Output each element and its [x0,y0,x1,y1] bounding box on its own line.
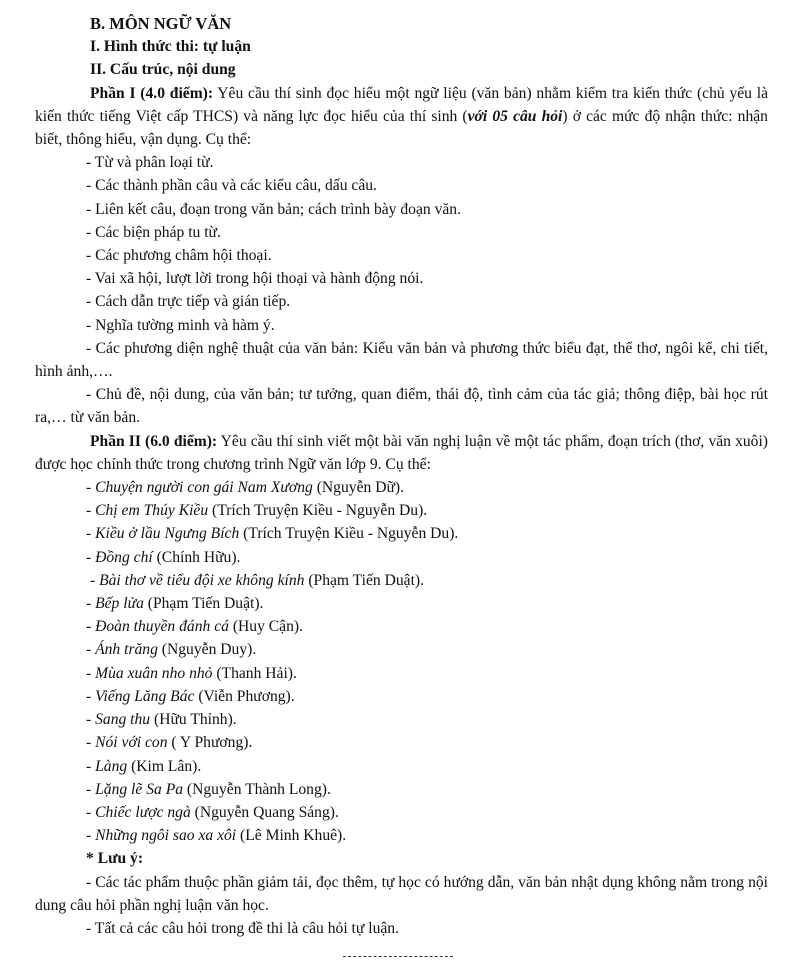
work-title: Sang thu [95,711,151,729]
work-author: (Thanh Hải). [212,664,297,682]
work-title: Đồng chí [95,548,153,566]
work-title: Đoàn thuyền đánh cá [95,618,229,636]
part1-label: Phần I (4.0 điểm): [90,84,214,102]
work-item: - Chiếc lược ngà (Nguyễn Quang Sáng). [86,803,339,821]
list-item: - Các phương châm hội thoại. [86,247,272,265]
section-heading: B. MÔN NGỮ VĂN [90,14,232,33]
list-item: - Vai xã hội, lượt lời trong hội thoại và hành động nói. [86,270,424,288]
work-title: Bài thơ về tiểu đội xe không kính [99,571,305,589]
exam-form-heading: I. Hình thức thi: tự luận [90,38,251,56]
part2-works-list [0,476,800,847]
list-item: - Cách dẫn trực tiếp và gián tiếp. [86,293,291,311]
work-item: - Chuyện người con gái Nam Xương (Nguyễn Dữ). [86,479,404,497]
work-author: (Trích Truyện Kiều - Nguyễn Du). [208,502,428,520]
work-title: Những ngôi sao xa xôi [95,827,237,845]
list-item: - Các phương diện nghệ thuật của văn bản: Kiểu văn bản và phương thức biểu đạt, thể thơ, ngôi kể, chi tiết, hình ảnh,…. [35,339,768,381]
note-item: - Tất cả các câu hỏi trong đề thi là câu hỏi tự luận. [86,919,399,937]
part2-label: Phần II (6.0 điểm): [90,432,218,450]
list-item: - Từ và phân loại từ. [86,154,214,172]
list-item: - Các thành phần câu và các kiểu câu, dấu câu. [86,177,377,195]
work-item: - Đoàn thuyền đánh cá (Huy Cận). [86,618,303,636]
work-item: - Bếp lửa (Phạm Tiến Duật). [86,595,264,613]
note-heading: * Lưu ý: [86,850,144,868]
part1-paragraph [0,82,800,152]
work-title: Viếng Lăng Bác [95,687,195,705]
list-item: - Liên kết câu, đoạn trong văn bản; cách trình bày đoạn văn. [86,200,461,218]
work-author: (Hữu Thỉnh). [150,711,237,729]
work-item: - Ánh trăng (Nguyễn Duy). [86,641,257,659]
work-title: Nói với con [95,734,168,752]
work-item: - Sang thu (Hữu Thỉnh). [86,711,237,729]
part1-emphasis: với 05 câu hỏi [467,107,563,125]
work-title: Lặng lẽ Sa Pa [95,780,184,798]
work-author: (Nguyễn Duy). [157,641,257,659]
list-item: - Chủ đề, nội dung, của văn bản; tư tưởng, quan điểm, thái độ, tình cảm của tác giả; thông điệp, bài học rút ra,… từ văn bản. [35,386,768,427]
work-title: Mùa xuân nho nhỏ [95,664,213,682]
work-author: (Phạm Tiến Duật). [304,571,425,589]
work-item: - Viếng Lăng Bác (Viễn Phương). [86,687,295,705]
structure-heading: II. Cấu trúc, nội dung [90,61,236,79]
work-author: (Viễn Phương). [194,687,295,705]
work-author: (Chính Hữu). [152,548,241,566]
list-item: - Các biện pháp tu từ. [86,223,221,241]
work-author: (Kim Lân). [127,757,202,775]
work-item: - Bài thơ về tiểu đội xe không kính (Phạm Tiến Duật). [90,571,425,589]
work-author: (Nguyễn Dữ). [312,479,404,497]
work-item: - Đồng chí (Chính Hữu). [86,548,241,566]
list-item: - Nghĩa tường minh và hàm ý. [86,316,275,334]
work-item: - Mùa xuân nho nhỏ (Thanh Hải). [86,664,297,682]
work-item: - Nói với con ( Y Phương). [86,734,253,752]
work-author: (Nguyễn Thành Long). [183,780,331,798]
work-title: Làng [95,757,128,775]
work-item: - Những ngôi sao xa xôi (Lê Minh Khuê). [86,827,347,845]
work-item: - Chị em Thúy Kiều (Trích Truyện Kiều - Nguyễn Du). [86,502,428,520]
work-title: Chiếc lược ngà [95,803,191,821]
work-item: - Kiều ở lầu Ngưng Bích (Trích Truyện Kiều - Nguyễn Du). [86,525,459,543]
work-item: - Lặng lẽ Sa Pa (Nguyễn Thành Long). [86,780,331,798]
part2-text: Yêu cầu thí sinh viết một bài văn nghị luận về một tác phẩm, đoạn trích (thơ, văn xuôi) được học chính thức trong chương trình Ngữ văn lớp 9. Cụ thể: [35,432,768,473]
work-author: (Lê Minh Khuê). [236,827,347,845]
part1-list [0,151,800,429]
work-author: (Huy Cận). [228,618,303,636]
work-author: (Trích Truyện Kiều - Nguyễn Du). [239,525,459,543]
work-item: - Làng (Kim Lân). [86,757,202,775]
work-author: ( Y Phương). [167,734,253,752]
work-title: Chuyện người con gái Nam Xương [95,479,313,497]
note-item: - Các tác phẩm thuộc phần giảm tải, đọc thêm, tự học có hướng dẫn, văn bản nhật dụng không nằm trong nội dung câu hỏi phần nghị luận văn học. [35,873,768,914]
work-author: (Nguyễn Quang Sáng). [190,803,339,821]
work-title: Kiều ở lầu Ngưng Bích [95,525,240,543]
part2-paragraph [0,430,800,476]
work-title: Bếp lửa [95,595,144,613]
work-author: (Phạm Tiến Duật). [143,595,264,613]
work-title: Ánh trăng [95,641,158,659]
part1-text-b: ) ở các mức độ nhận thức: nhận biết, thông hiểu, vận dụng. Cụ thể: [35,107,768,149]
end-divider [343,956,453,957]
part1-text-a: Yêu cầu thí sinh đọc hiểu một ngữ liệu (văn bản) nhằm kiểm tra kiến thức (chủ yếu là kiến thức tiếng Việt cấp THCS) và năng lực đọc hiểu của thí sinh ( [35,84,768,125]
work-title: Chị em Thúy Kiều [95,502,209,520]
